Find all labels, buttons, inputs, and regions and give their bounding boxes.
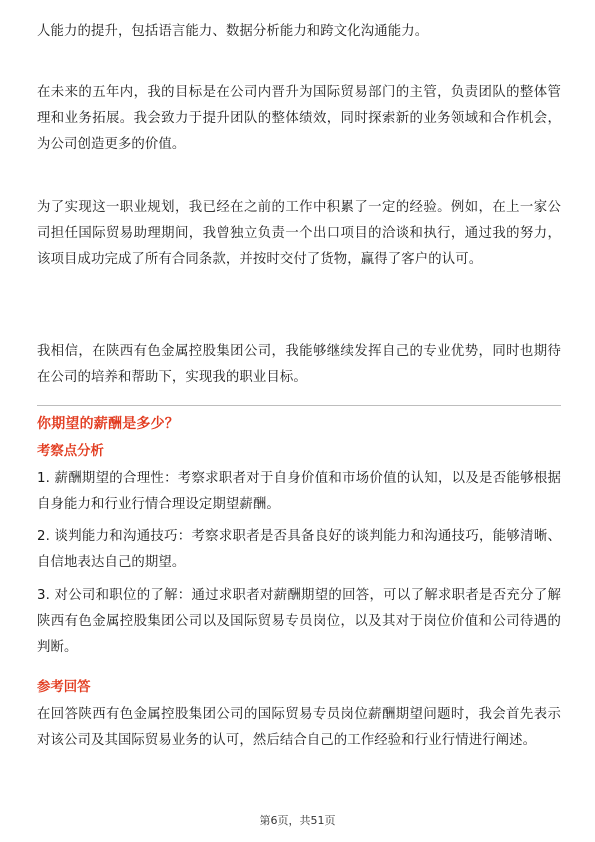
page-number: 第6页，共51页 xyxy=(259,814,336,827)
paragraph-experience: 为了实现这一职业规划，我已经在之前的工作中积累了一定的经验。例如，在上一家公司担任国际贸易助理期间，我曾独立负责一个出口项目的洽谈和执行，通过我的努力，该项目成功完成了所有合同条款，并按时交付了货物，赢得了客户的认可。 xyxy=(37,200,561,267)
analysis-item: 1. 薪酬期望的合理性：考察求职者对于自身价值和市场价值的认知，以及是否能够根据自身能力和行业行情合理设定期望薪酬。 xyxy=(37,471,561,512)
section-divider xyxy=(37,405,561,406)
analysis-heading: 考察点分析 xyxy=(37,444,104,459)
answer-heading: 参考回答 xyxy=(37,680,91,695)
paragraph-skills: 人能力的提升，包括语言能力、数据分析能力和跨文化沟通能力。 xyxy=(37,24,429,39)
analysis-item: 3. 对公司和职位的了解：通过求职者对薪酬期望的回答，可以了解求职者是否充分了解陕西有色金属控股集团公司以及国际贸易专员岗位，以及其对于岗位价值和公司待遇的判断。 xyxy=(37,588,561,655)
question-title: 你期望的薪酬是多少？ xyxy=(37,416,179,432)
answer-text: 在回答陕西有色金属控股集团公司的国际贸易专员岗位薪酬期望问题时，我会首先表示对该公司及其国际贸易业务的认可，然后结合自己的工作经验和行业行情进行阐述。 xyxy=(37,707,561,748)
analysis-item: 2. 谈判能力和沟通技巧：考察求职者是否具备良好的谈判能力和沟通技巧，能够清晰、自信地表达自己的期望。 xyxy=(37,529,561,570)
paragraph-belief: 我相信，在陕西有色金属控股集团公司，我能够继续发挥自己的专业优势，同时也期待在公司的培养和帮助下，实现我的职业目标。 xyxy=(37,344,561,385)
paragraph-five-year-goal: 在未来的五年内，我的目标是在公司内晋升为国际贸易部门的主管，负责团队的整体管理和业务拓展。我会致力于提升团队的整体绩效，同时探索新的业务领域和合作机会，为公司创造更多的价值。 xyxy=(37,85,561,152)
